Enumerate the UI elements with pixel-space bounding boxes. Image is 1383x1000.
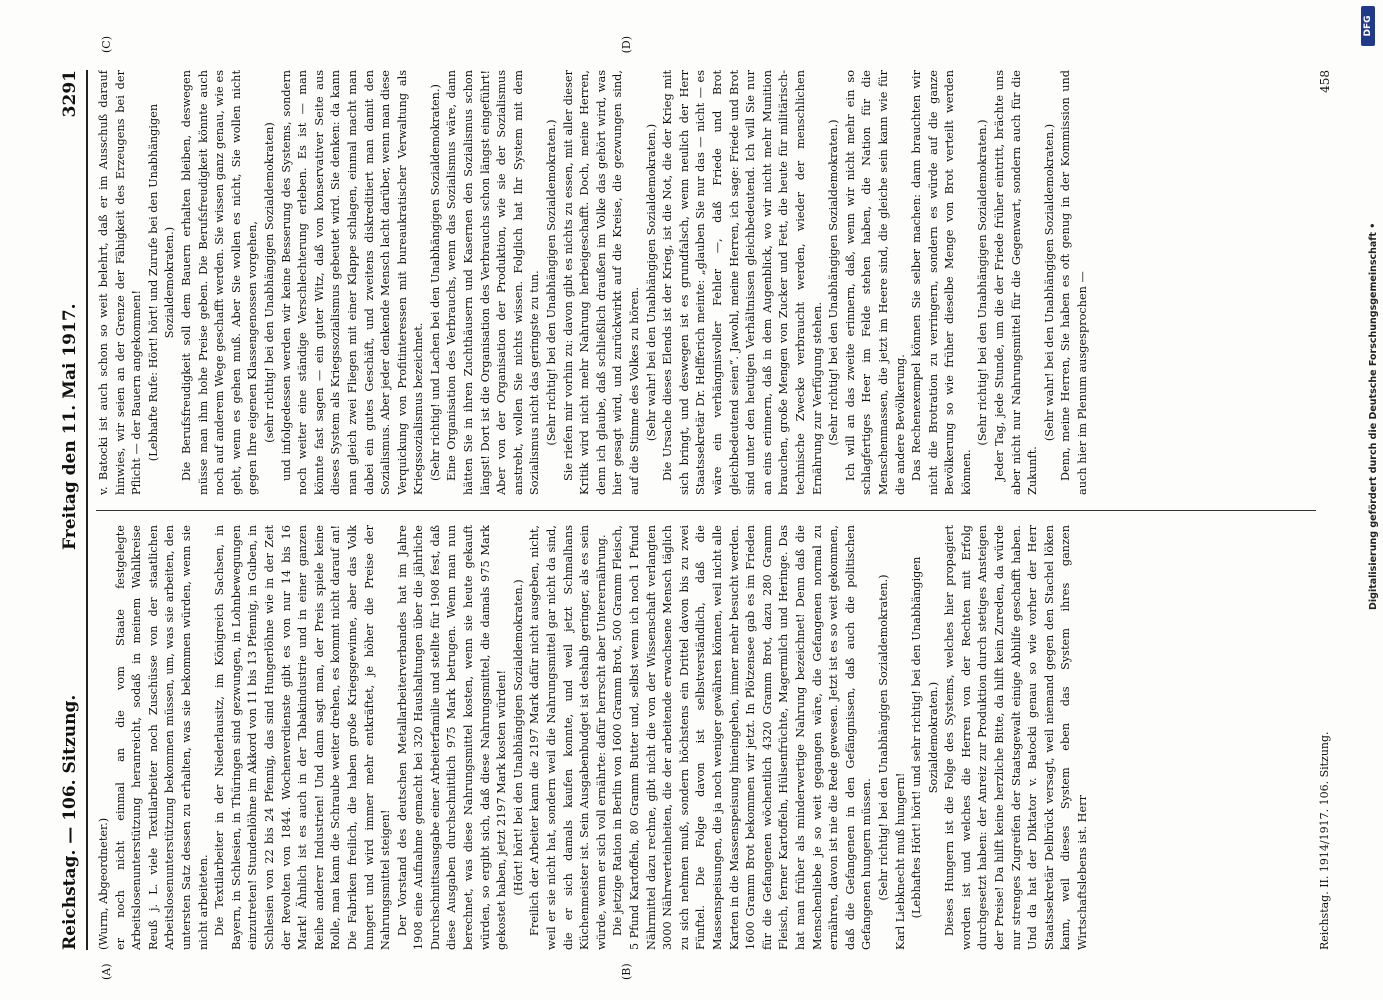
header-date: Freitag den 11. Mai 1917. — [60, 303, 80, 550]
left-column — [96, 525, 1316, 950]
paragraph: Die Berufsfreudigkeit soll dem Bauern erhalten bleiben, deswegen müsse man ihm hohe Preise geben. Die Berufsfreudigkeit könnte auch noch auf anderem Wege geschafft werden. Sie wissen ganz genau, wie es geht, wenn es gehen muß. Aber Sie wollen es nicht, Sie wollen nicht gegen Ihre eigenen Klassengenossen vorgehen, — [179, 70, 260, 495]
paragraph: (Sehr wahr! bei den Unabhängigen Sozialdemokraten.) — [1042, 123, 1056, 442]
paragraph: Jeder Tag, jede Stunde, um die der Friede früher eintritt, brächte uns aber nicht nur Nahrungsmittel für die Gegenwart, sondern auch für die Zukunft. — [993, 70, 1040, 495]
paragraph: er noch nicht einmal an die vom Staate festgelegte Arbeitslosenunterstützung heranreicht, sodaß in meinem Wahlkreise Reuß j. L. viele Textilarbeiter noch Zuschüsse von der staatlichen Arbeitslosenunterstützung bekommen müssen, um, was sie arbeiten, den untersten Satz dessen zu erhalten, was sie bekommen würden, wenn sie nicht arbeiteten. — [113, 525, 210, 950]
paragraph: Eine Organisation des Verbrauchs, wenn das Sozialismus wäre, dann hätten Sie in ihren Zuchthäusern und Kasernen den Sozialismus schon längst! Dort ist die Organisation des Verbrauchs schon längst eingeführt! Aber von der Organisation der Produktion, wie sie der Sozialismus anstrebt, wollen Sie nichts wissen. Folglich hat Ihr System mit dem Sozialismus nicht das geringste zu tun. — [445, 70, 542, 495]
paragraph: (Sehr richtig! und Lachen bei den Unabhängigen Sozialdemokraten.) — [428, 84, 442, 481]
paragraph: Die Textilarbeiter in der Niederlausitz, im Königreich Sachsen, in Bayern, in Schlesien, in Thüringen sind gezwungen, in Lohnbewegungen einzutreten! Stundenlöhne im Akkord von 11 bis 13 Pfennig, in Guben, in Schlesien von 22 bis 24 Pfennig, das sind Hungerlöhne wie in der Zeit der Revolten von 1844. Wochenverdienste gibt es von nur 14 bis 16 Mark! Ähnlich ist es auch in der Tabakindustrie und in einer ganzen Reihe anderer Industrien! Und dann sagt man, der Preis spiele keine Rolle, man kann die Schraube weiter drehen, es kommt nicht darauf an! Die Fabriken freilich, die haben große Kriegsgewinne, aber das Volk hungert und wird immer mehr entkräftet, je höher die Preise der Nahrungsmittel steigen! — [213, 525, 393, 950]
paragraph: (Sehr richtig! bei den Unabhängigen Sozialdemokraten.) — [545, 119, 559, 446]
paragraph: (Lebhafte Rufe: Hört! hört! und Zurufe bei den Unabhängigen Sozialdemokraten.) — [146, 103, 177, 462]
digitization-note-text: Digitalisierung gefördert durch die Deutsche Forschungsgemeinschaft • — [1368, 222, 1379, 610]
paragraph: Freilich der Arbeiter kann die 2197 Mark dafür nicht ausgeben, nicht, weil er sie nicht hat, sondern weil die Nahrungsmittel gar nicht da sind, die er sich damals kaufen konnte, und weil jetzt Schmalhans Küchenmeister ist. Sein Ausgabenbudget ist deshalb geringer, als es sein würde, wenn er sich voll ernährte: dafür herrscht aber Unterernährung. — [528, 525, 608, 950]
paragraph: Ich will an das zweite erinnern, daß, wenn wir nicht mehr ein so schlagfertiges Heer im Felde stehen haben, die Nation für die Menschenmassen, die jetzt im Heere sind, die gleiche sein kann wie für die andere Bevölkerung. — [843, 70, 907, 495]
paragraph: Karl Liebknecht muß hungern! — [893, 772, 907, 950]
paragraph: Sie riefen mir vorhin zu: davon gibt es nichts zu essen, mit aller dieser Kritik wird nicht mehr Nahrung herbeigeschafft. Doch, meine Herren, denn ich glaube, daß schließlich draußen im Volke das gehört wird, was hier gesagt wird, und zurückwirkt auf die Kreise, die gezwungen sind, auf die Stimme des Volkes zu hören. — [561, 70, 641, 495]
paragraph: und infolgedessen werden wir keine Besserung des Systems, sondern noch weiter eine ständige Verschlechterung erleben. Es ist — man könnte fast sagen — ein guter Witz, daß von konservativer Seite aus dieses System als Kriegssozialismus gebeutet wird. Sie denken: da kann man gleich zwei Fliegen mit einer Klappe schlagen, einmal macht man dabei ein gutes Geschäft, und zweitens diskreditiert man damit den Sozialismus. Aber jeder denkende Mensch lacht darüber, wenn man diese Verquickung von Profitinteressen mit bureaukratischer Verwaltung als Kriegssozialismus bezeichnet. — [279, 70, 426, 495]
paragraph: v. Batocki ist auch schon so weit belehrt, daß er im Ausschuß darauf hinwies, wir seien an der Grenze der Fähigkeit des Erzeugens bei der Pflicht — der Bauern angekommen! — [97, 70, 144, 495]
dfg-logo-text: DFG — [1363, 15, 1373, 37]
paragraph: (Lebhaftes Hört! hört! und sehr richtig! bei den Unabhängigen Sozialdemokraten.) — [910, 556, 940, 919]
paragraph: Die Ursache dieses Elends ist der Krieg, ist die Not, die der Krieg mit sich bringt, und deswegen ist es grundfalsch, wenn neulich der Herr Staatssekretär Dr. Helfferich meinte: „glauben Sie nur das — nicht — es wäre ein verhängnisvoller Fehler —, daß Friede und Brot gleichbedeutend seien“. Jawohl, meine Herren, ich sage: Friede und Brot sind unter den heutigen Verhältnissen gleichbedeutend. Ich will Sie nur an eins erinnern, daß in dem Augenblick, wo wir nicht mehr Munition brauchen, große Mengen von Zucker und Fett, die heute für militärisch-technische Zwecke verbraucht werden, wieder der menschlichen Ernährung zur Verfügung stehen. — [661, 70, 824, 495]
header-page-number: 3291 — [60, 70, 80, 118]
page-content — [60, 36, 1340, 980]
margin-marker-b: (B) — [620, 963, 633, 980]
header-rule — [86, 70, 88, 950]
paragraph: Das Rechenexempel können Sie selber machen: dann brauchten wir nicht die Brotration zu verringern, sondern es würde auf die ganze Bevölkerung so wie früher dieselbe Menge von Brot verteilt werden können. — [910, 70, 973, 495]
page-header — [60, 70, 84, 950]
paragraph: (Sehr richtig! bei den Unabhängigen Sozialdemokraten.) — [876, 574, 890, 901]
paragraph: (Hört! hört! bei den Unabhängigen Sozialdemokraten.) — [511, 579, 525, 896]
paragraph: Denn, meine Herren, Sie haben es oft genug in der Kommission und auch hier im Plenum ausgesprochen — — [1059, 70, 1090, 495]
dfg-logo — [1361, 6, 1375, 46]
paragraph: Die jetzige Ration in Berlin von 1600 Gramm Brot, 500 Gramm Fleisch, 5 Pfund Kartoffeln, 80 Gramm Butter und, selbst wenn ich noch 1 Pfund Nährmittel dazu rechne, gibt nicht die von der Wissenschaft verlangten 3000 Nährwerteinheiten, die der arbeitende erwachsene Mensch täglich zu sich nehmen muß, sondern höchstens ein Drittel davon bis zu zwei Fünftel. Die Folge davon ist selbstverständlich, daß die Massenspeisungen, die ja noch weniger gewähren können, weil nicht alle Karten in die Massenspeisung hineingehen, immer mehr besucht werden. 1600 Gramm Brot bekommen wir jetzt. In Plötzensee gab es im Frieden für die Gefangenen wöchentlich 4320 Gramm Brot, dazu 280 Gramm Fleisch, ferner Kartoffeln, Hülsenfrüchte, Magermilch und Heringe. Das hat man früher als minderwertige Nahrung bezeichnet! Denn daß die Menschenliebe je so weit gegangen wäre, die Gefangenen normal zu ernähren, davon ist nie die Rede gewesen. Jetzt ist es so weit gekommen, daß die Gefangenen in den Gefängnissen, daß auch die politischen Gefangenen hungern müssen. — [611, 525, 874, 950]
margin-marker-d: (D) — [620, 36, 633, 54]
column-rule — [96, 510, 1316, 511]
paragraph: (sehr richtig! bei den Unabhängigen Sozialdemokraten) — [262, 122, 276, 443]
right-column — [96, 70, 1316, 495]
paragraph: Der Vorstand des deutschen Metallarbeiterverbandes hat im Jahre 1908 eine Aufnahme gemacht bei 320 Haushaltungen über die jährliche Durchschnittsausgabe einer Arbeiterfamilie und stellte für 1908 fest, daß diese Ausgaben durchschnittlich 975 Mark betrugen. Wenn man nun berechnet, was diese Nahrungsmittel kosten, wenn sie heute gekauft würden, so ergibt sich, daß diese Nahrungsmittel, die damals 975 Mark gekostet haben, jetzt 2197 Mark kosten würden! — [395, 525, 509, 950]
digitization-note — [1361, 50, 1379, 610]
footer-sheet-number: 458 — [1318, 70, 1332, 93]
paragraph: (Sehr richtig! bei den Unabhängigen Sozialdemokraten.) — [976, 119, 990, 446]
paragraph: (Wurm, Abgeordneter.) — [97, 817, 110, 950]
margin-marker-c: (C) — [100, 36, 113, 53]
side-watermark — [1363, 0, 1379, 1000]
header-session: Reichstag. — 106. Sitzung. — [60, 694, 80, 950]
paragraph: (Sehr wahr! bei den Unabhängigen Sozialdemokraten.) — [644, 123, 658, 442]
footer-signature: Reichstag. II. 1914/1917. 106. Sitzung. — [1318, 731, 1331, 950]
paragraph: (Sehr richtig! bei den Unabhängigen Sozialdemokraten.) — [827, 119, 841, 446]
margin-marker-a: (A) — [100, 963, 113, 980]
paragraph: Dieses Hungern ist die Folge des Systems, welches hier propagiert worden ist und welches die Herren von der Rechten mit Erfolg durchgesetzt haben: der Anreiz zur Produktion durch stetiges Ansteigen der Preise! Da hilft keine herzliche Bitte, da hilft kein Zureden, da würde nur strenges Zugreifen der Staatsgewalt einige Abhilfe geschafft haben. Und da hat der Diktator v. Batocki genau so wie vorher der Herr Staatssekretär Delbrück versagt, weil niemand gegen den Stachel löken kann, weil dieses System eben das System ihres ganzen Wirtschaftslebens ist. Herr — [943, 525, 1090, 950]
